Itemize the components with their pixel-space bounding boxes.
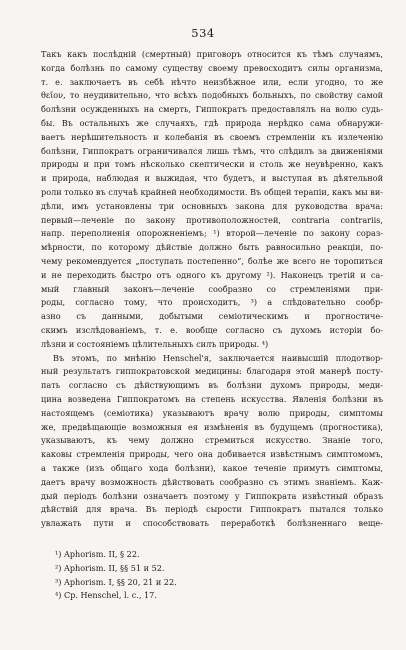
- text-line: а также (изъ общаго хода болѣзни), какое теченіе примутъ симптомы,: [41, 462, 383, 473]
- footnote: ¹) Aphorism. II, § 22.: [55, 549, 140, 559]
- text-line: лѣзни и состояніемъ цѣлительныхъ силъ природы. ⁴): [41, 338, 269, 349]
- text-line: азно съ данными, добытыми семіотическимъ и прогностиче-: [41, 311, 383, 322]
- footnotes: [55, 548, 355, 603]
- footnote: ⁴) Ср. Henschel, l. c., 17.: [55, 590, 157, 601]
- text-line: θεῖον, то неудивительно, что всѣхъ подобныхъ больныхъ, по свойству самой: [41, 90, 383, 101]
- text-line: пать согласно съ дѣйствующимъ въ болѣзни духомъ природы, меди-: [41, 380, 383, 391]
- text-line: Такъ какъ послѣдній (смертный) приговоръ относится къ тѣмъ случаямъ,: [41, 49, 383, 59]
- text-line: дѣли, имъ установлены три основныхъ закона для руководства врача:: [41, 200, 383, 211]
- text-line: скимъ изслѣдованіемъ, т. е. вообще согласно съ духомъ исторіи бо-: [41, 324, 383, 335]
- text-line: дый періодъ болѣзни означаетъ поэтому у Гиппократа извѣстный образъ: [41, 490, 383, 501]
- text-line: каковы стремленія природы, чего она добивается извѣстнымъ симптомомъ,: [41, 449, 383, 460]
- text-line: и не переходить быстро отъ одного къ другому ²). Наконецъ третій и са-: [41, 269, 383, 280]
- text-line: когда болѣзнь по самому существу своему превосходитъ силы организма,: [41, 62, 383, 73]
- text-line: даетъ врачу возможность дѣйствовать сообразно съ этимъ знаніемъ. Каж-: [41, 476, 383, 487]
- text-line: роли только въ случаѣ крайней необходимости. Въ общей терапіи, какъ мы ви-: [41, 186, 383, 197]
- text-line: т. е. заключаетъ въ себѣ нѣчто неизбѣжное или, если угодно, то же: [41, 76, 383, 87]
- text-line: болѣзни осужденныхъ на смерть, Гиппократъ предоставлялъ на волю судь-: [41, 104, 383, 115]
- text-line: увлажать пути и способствовать переработкѣ болѣзненнаго веще-: [41, 518, 383, 529]
- text-line: роды, согласно тому, что происходитъ, ³) а слѣдовательно сообр-: [41, 297, 383, 308]
- text-line: указываютъ, къ чему должно стремиться искусство. Знаніе того,: [41, 435, 383, 446]
- text-line: Въ этомъ, по мнѣнію Henschel'я, заключается наивысшій плодотвор-: [53, 352, 383, 363]
- text-line: цина возведена Гиппократомъ на степень искусства. Явленія болѣзни въ: [41, 393, 383, 404]
- page-number: 534: [191, 26, 215, 40]
- text-line: напр. переполненія опорожненіемъ; ¹) второй—леченіе по закону сораз-: [41, 228, 383, 239]
- body-text: [41, 48, 383, 531]
- footnote: ²) Aphorism. II, §§ 51 и 52.: [55, 562, 165, 573]
- footnote: ³) Aphorism. I, §§ 20, 21 и 22.: [55, 576, 177, 587]
- text-line: мый главный законъ—леченіе сообразно со стремленіями при-: [41, 283, 383, 294]
- text-line: мѣрности, по которому дѣйствіе должно быть равносильно реакціи, по-: [41, 242, 383, 253]
- text-line: и природа, наблюдая и выжидая, что будетъ, и выступая въ дѣятельной: [41, 173, 383, 184]
- text-line: ваетъ нерѣшительность и колебанія въ своемъ стремленіи къ излеченію: [41, 131, 383, 142]
- text-line: ный результатъ гиппократовской медицины: благодаря этой манерѣ посту-: [41, 366, 383, 377]
- text-line: природы и при томъ нѣсколько скептически и столь же неувѣренно, какъ: [41, 159, 383, 170]
- text-line: же, предвѣщающіе возможныя ея измѣненія въ будущемъ (прогностика),: [41, 421, 383, 432]
- text-line: настоящемъ (семіотика) указываютъ врачу волю природы, симптомы: [41, 407, 383, 418]
- text-line: бы. Въ остальныхъ же случаяхъ, гдѣ природа нерѣдко сама обнаружи-: [41, 117, 383, 128]
- text-line: болѣзни, Гиппократъ ограничивался лишь тѣмъ, что слѣдилъ за движеніями: [41, 145, 383, 156]
- text-line: чему рекомендуется „поступать постепенно“, болѣе же всего не торопиться: [41, 255, 383, 266]
- text-line: первый—леченіе по закону противоположностей, contraria contrariis,: [41, 214, 383, 225]
- text-line: дѣйствій для врача. Въ періодѣ сырости Гиппократъ пытался только: [41, 504, 383, 515]
